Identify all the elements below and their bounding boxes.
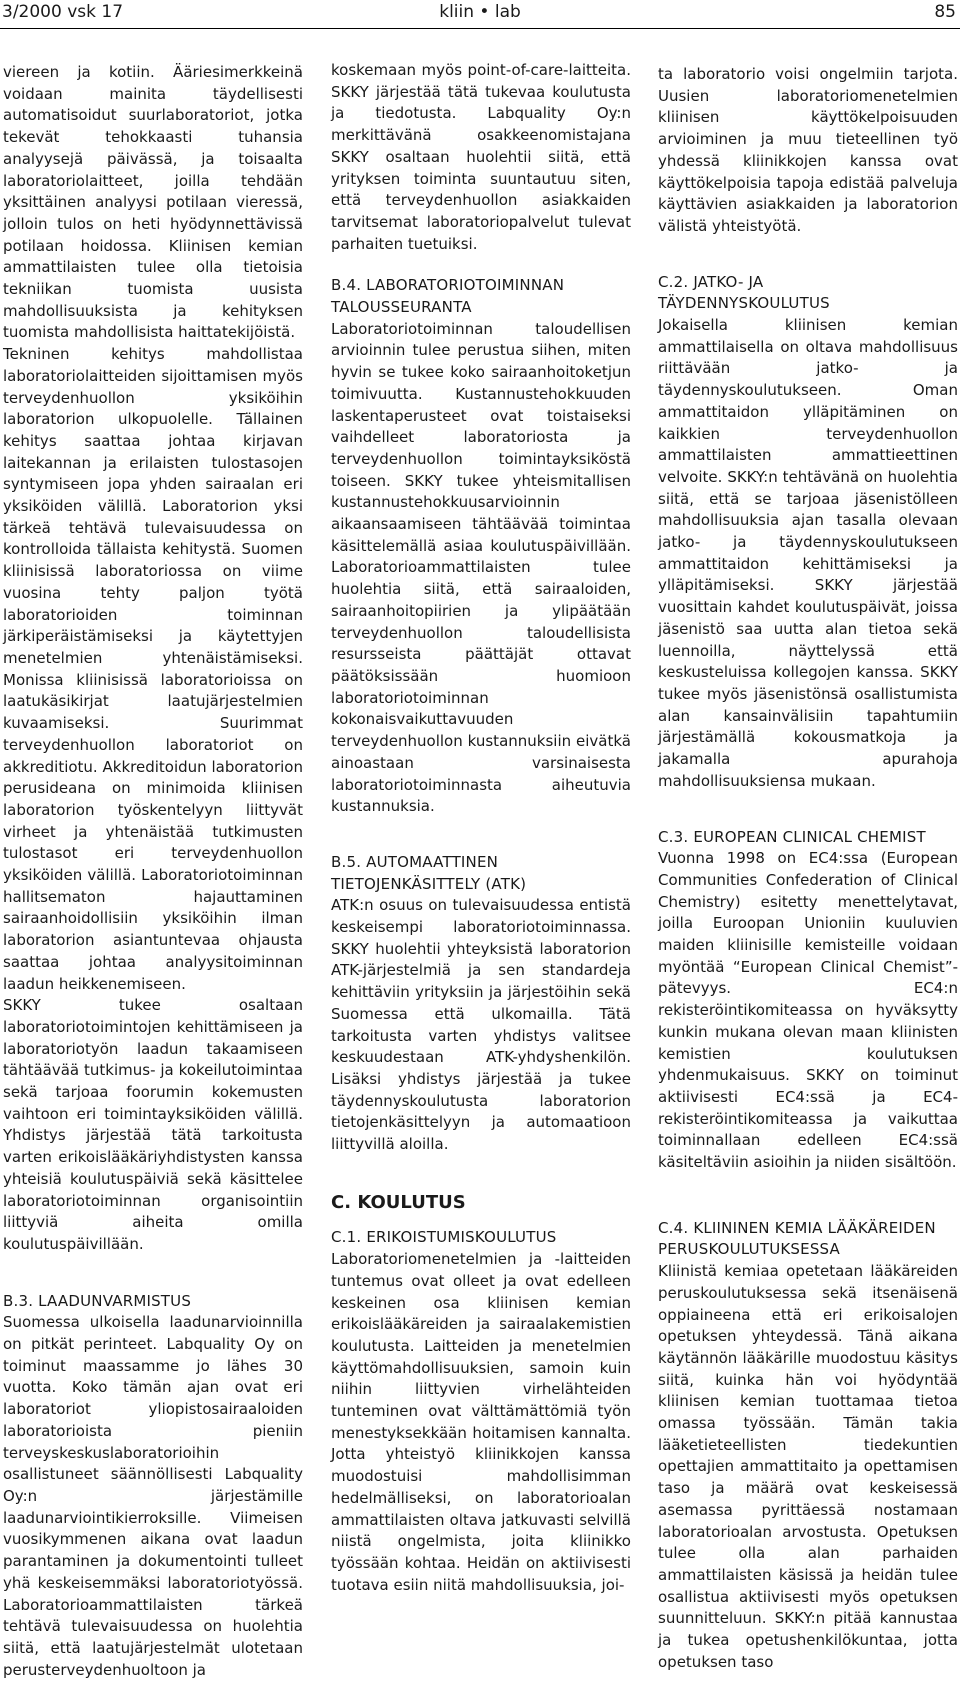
section-heading-c2-line2: TÄYDENNYSKOULUTUS [658, 294, 830, 313]
column-middle [331, 60, 631, 1596]
section-heading-c4-line1: C.4. KLIININEN KEMIA LÄÄKÄREIDEN [658, 1218, 936, 1237]
page-header [0, 0, 960, 30]
column-right [658, 64, 958, 1674]
section-heading-c4 [658, 1218, 958, 1261]
section-heading-b5-line2: TIETOJENKÄSITTELY (ATK) [331, 874, 527, 893]
body-paragraph: ATK:n osuus on tulevaisuudessa entistä keskeisempi laboratoriotoiminnassa. SKKY huolehtii yhteyksistä laboratorion ATK-järjestelmiä ja sen standardeja kehittäviin yrityksiin ja järjestöihin sekä Suomessa että ulkomailla. Tätä tarkoitusta varten yhdistys valitsee keskuudestaan ATK-yhdyshenkilön. Lisäksi yhdistys järjestää ja tukee täydennyskoulutusta laboratorion tietojenkäsittelyyn ja automaatioon liittyvillä aloilla. [331, 896, 631, 1154]
section-heading-b5-line1: B.5. AUTOMAATTINEN [331, 852, 499, 871]
section-heading-b3: B.3. LAADUNVARMISTUS [3, 1291, 192, 1310]
section-heading-c2-line1: C.2. JATKO- JA [658, 272, 764, 291]
chapter-heading-c: C. KOULUTUS [331, 1191, 466, 1213]
section-heading-c3: C.3. EUROPEAN CLINICAL CHEMIST [658, 827, 926, 846]
body-paragraph: koskemaan myös point-of-care-laitteita. SKKY järjestää tätä tukevaa koulutusta ja tiedotusta. Labquality Oy:n merkittävänä osakkeenomistajana SKKY osaltaan huolehtii siitä, että yrityksen toiminta suuntautuu siten, että terveydenhuollon asiakkaiden tarvitsemat laboratoriopalvelut tulevat parhaiten tuetuiksi. [331, 61, 631, 253]
body-paragraph: Tekninen kehitys mahdollistaa laboratoriolaitteiden sijoittamisen myös terveydenhuollon yksiköihin laboratorion ulkopuolelle. Tällainen kehitys saattaa johtaa kirjavan laitekannan ja erilaisten tulostasojen syntymiseen jopa yhden sairaalan eri yksiköiden välillä. Laboratorion yksi tärkeä tehtävä tulevaisuudessa on kontrolloida tällaista kehitystä. Suomen kliinisissä laboratoriossa on viime vuosina tehty paljon työtä laboratorioiden toiminnan järkiperäistämiseksi ja käytettyjen menetelmien yhtenäistämiseksi. Monissa kliinisissä laboratorioissa on laatukäsikirjat laatujärjestelmien kuvaamiseksi. Suurimmat terveydenhuollon laboratoriot on akkreditiotu. Akkreditoidun laboratorion perusideana on minimoida kliinisen laboratorion työskentelyyn liittyvät virheet ja yhtenäistää tutkimusten tulostasot eri terveydenhuollon yksiköiden välillä. Laboratoriotoiminnan hallitsematon hajauttaminen sairaanhoidollisiin yksiköihin ilman laboratorion asiantuntevaa ohjausta saattaa johtaa analyysitoiminnan laadun heikkenemiseen. [3, 345, 303, 993]
body-paragraph: Suomessa ulkoisella laadunarvioinnilla on pitkät perinteet. Labquality Oy on toiminut maassamme jo lähes 30 vuotta. Koko tämän ajan ovat eri laboratoriot yliopistosairaaloiden laboratorioista pieniin terveyskeskuslaboratorioihin osallistuneet säännöllisesti Labquality Oy:n järjestämille laadunarviointikierroksille. Viimeisen vuosikymmenen aikana ovat laadun parantaminen ja dokumentointi tulleet yhä keskeisemmäksi laboratoriotyössä. Laboratorioammattilaisten tärkeä tehtävä tulevaisuudessa on huolehtia siitä, että laatujärjestelmät ulotetaan perusterveydenhuoltoon ja [3, 1313, 303, 1679]
header-divider [0, 28, 960, 29]
body-paragraph: SKKY tukee osaltaan laboratoriotoimintojen kehittämiseen ja laboratoriotyön laadun takaamiseen tähtäävää tutkimus- ja kokeilutoimintaa sekä tarjoaa foorumin kokemusten vaihtoon eri toimintayksiköiden välillä. Yhdistys järjestää tätä tarkoitusta varten erikoislääkäriyhdistysten kanssa yhteisiä koulutuspäiviä sekä käsittelee laboratoriotoiminnan organisointiin liittyviä aiheita omilla koulutuspäivillään. [3, 996, 303, 1253]
body-paragraph: ta laboratorio voisi ongelmiin tarjota. Uusien laboratoriomenetelmien kliinisen käyttökelpoisuuden arvioiminen ja muu tieteellinen työ yhdessä kliinikkojen kanssa ovat käyttökelpoisia tapoja edistää palveluja käyttävien asiakkaiden ja laboratorion välistä yhteistyötä. [658, 65, 958, 235]
column-left [3, 62, 303, 1681]
section-heading-b4 [331, 275, 631, 318]
section-heading-c1: C.1. ERIKOISTUMISKOULUTUS [331, 1228, 557, 1247]
body-paragraph: Vuonna 1998 on EC4:ssa (European Communities Confederation of Clinical Chemistry) esitetty menettelytavat, joilla Euroopan Unioniin kuuluvien maiden kliinisille kemisteille voidaan myöntää “European Clinical Chemist”-pätevyys. EC4:n rekisteröintikomiteassa on hyväksytty kunkin mukana olevan maan kliinisten kemistien koulutuksen yhdenmukaisuus. SKKY on toiminut aktiivisesti EC4:ssä ja EC4-rekisteröintikomiteassa ja vaikuttaa toiminnallaan edelleen EC4:ssä käsiteltäviin asioihin ja niiden sisältöön. [658, 849, 958, 1172]
section-heading-b4-line1: B.4. LABORATORIOTOIMINNAN [331, 276, 565, 295]
section-heading-b4-line2: TALOUSSEURANTA [331, 298, 472, 317]
body-paragraph: Laboratoriotoiminnan taloudellisen arvioinnin tulee perustua siihen, miten hyvin se tukee koko sairaanhoitoketjun toimivuutta. Kustannustehokkuuden laskentaperusteet ovat toistaiseksi vaihdelleet laboratoriosta ja terveydenhuollon toimintayksiköstä toiseen. SKKY tukee yhteismitallisen kustannustehokkuusarvioinnin aikaansaamiseen tähtäävää toimintaa käsittelemällä asiaa koulutuspäivillään. Laboratorioammattilaisten tulee huolehtia siitä, että sairaaloiden, sairaanhoitopiirien ja ylipäätään terveydenhuollon taloudellisista resursseista päättäjät ottavat päätöksissään huomioon laboratoriotoiminnan kokonaisvaikuttavuuden terveydenhuollon kustannuksiin eivätkä ainoastaan varsinaisesta laboratoriotoiminnasta aiheutuvia kustannuksia. [331, 319, 631, 816]
body-paragraph: Kliinistä kemiaa opetetaan lääkäreiden peruskoulutuksessa sekä itsenäisenä oppiaineena että eri erikoisalojen opetuksen yhteydessä. Tänä aikana käytännön lääkärille muodostuu käsitys siitä, kuinka hän voi hyödyntää kliinisen kemian tuottamaa tietoa omassa työssään. Tämän takia lääketieteellisten tiedekuntien opettajien ammattitaito ja opettamisen taso ja määrä ovat keskeisessä asemassa pyrittäessä nostamaan laboratorioalan arvostusta. Opetuksen tulee olla alan parhaiden ammattilaisten käsissä ja heidän tulee osallistua aktiivisesti myös opetuksen suunnitteluun. SKKY:n pitää kannustaa ja tukea opetushenkilökuntaa, jotta opetuksen taso [658, 1262, 958, 1671]
journal-title: kliin • lab [439, 2, 521, 22]
section-heading-c2 [658, 272, 958, 315]
body-paragraph: Jokaisella kliinisen kemian ammattilaisella on oltava mahdollisuus riittävään jatko- ja täydennyskoulutukseen. Oman ammattitaidon ylläpitäminen on kaikkien terveydenhuollon ammattilaisten ammattieettinen velvoite. SKKY:n tehtävänä on huolehtia siitä, että se tarjoaa jäsenistölleen mahdollisuuksia ajan tasalla olevaan jatko- ja täydennyskoulutukseen ammattitaidon kehittämiseksi ja ylläpitämiseksi. SKKY järjestää vuosittain kahdet koulutuspäivät, joissa jäsenistö saa uutta alan tietoa sekä luennoilla, näyttelyssä että keskusteluissa kollegojen kanssa. SKKY tukee myös jäsenistönsä osallistumista alan kansainvälisiin tapahtumiin järjestämällä kokousmatkoja ja jakamalla apurahoja mahdollisuuksiensa mukaan. [658, 316, 958, 790]
section-heading-c4-line2: PERUSKOULUTUKSESSA [658, 1240, 840, 1259]
issue-label: 3/2000 vsk 17 [2, 2, 124, 22]
body-paragraph: viereen ja kotiin. Ääriesimerkkeinä voidaan mainita täydellisesti automatisoidut suurlaboratoriot, jotka tekevät tehokkaasti tuhansia analyysejä päivässä, ja toisaalta laboratoriolaitteet, joilla tehdään yksittäinen analyysi potilaan vieressä, jolloin tulos on heti hyödynnettävissä potilaan hoidossa. Kliinisen kemian ammattilaisten tulee olla tietoisia tekniikan tuomista uusista mahdollisuuksista ja kehityksen tuomista mahdollisista haittatekijöistä. [3, 63, 303, 342]
body-paragraph: Laboratoriomenetelmien ja -laitteiden tuntemus ovat olleet ja ovat edelleen keskeinen osa kliinisen kemian erikoislääkäreiden ja sairaalakemistien koulutusta. Laitteiden ja menetelmien käyttömahdollisuuksien, samoin kuin niihin liittyvien virhelähteiden tunteminen ovat välttämättömiä työn menestyksekkään hoitamisen kannalta. Jotta yhteistyö kliinikkojen kanssa muodostuisi mahdollisimman hedelmälliseksi, on laboratorioalan ammattilaisten oltava jatkuvasti selvillä niistä ongelmista, joita kliinikko työssään kohtaa. Heidän on aktiivisesti tuotava esiin niitä mahdollisuuksia, joi- [331, 1250, 631, 1594]
page-number: 85 [934, 2, 956, 22]
section-heading-b5 [331, 852, 631, 895]
